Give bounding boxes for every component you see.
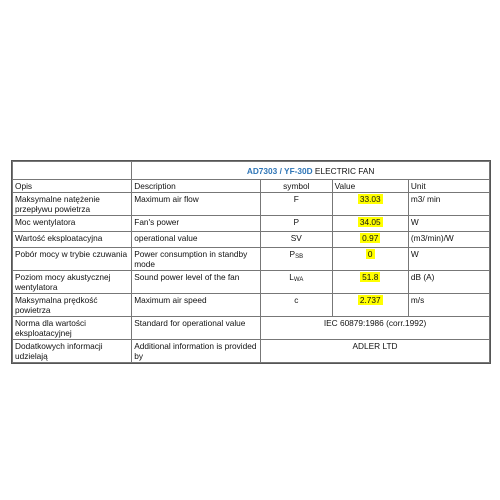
value-cell [332, 216, 408, 232]
merged-value-cell: ADLER LTD [261, 340, 490, 363]
unit-cell: dB (A) [408, 271, 489, 294]
merged-value-cell: IEC 60879:1986 (corr.1992) [261, 317, 490, 340]
title-row [13, 162, 490, 180]
value-highlight: 34.05 [359, 217, 381, 227]
table-row [13, 232, 490, 248]
symbol-text: P [293, 217, 300, 227]
header-row [13, 180, 490, 193]
opis-cell: Dodatkowych informacji udzielają [13, 340, 132, 363]
symbol-text: L [289, 272, 294, 282]
unit-cell: W [408, 248, 489, 271]
table-row-merged [13, 317, 490, 340]
opis-cell: Norma dla wartości eksploatacyjnej [13, 317, 132, 340]
value-cell [332, 248, 408, 271]
unit-cell: m3/ min [408, 193, 489, 216]
model-name: AD7303 / YF-30D [246, 166, 313, 176]
opis-cell: Maksymalne natężenie przepływu powietrza [13, 193, 132, 216]
value-highlight: 0.97 [362, 233, 379, 243]
table-row [13, 271, 490, 294]
description-cell: Standard for operational value [132, 317, 261, 340]
header-unit: Unit [408, 180, 489, 193]
symbol-text: SV [290, 233, 302, 243]
symbol-cell [261, 294, 333, 317]
symbol-cell [261, 248, 333, 271]
description-cell: Maximum air speed [132, 294, 261, 317]
description-cell: Maximum air flow [132, 193, 261, 216]
value-cell [332, 193, 408, 216]
opis-cell: Pobór mocy w trybie czuwania [13, 248, 132, 271]
header-opis: Opis [13, 180, 132, 193]
value-highlight: 51.8 [362, 272, 379, 282]
description-cell: operational value [132, 232, 261, 248]
product-name: ELECTRIC FAN [312, 166, 375, 176]
symbol-text: P [289, 249, 296, 259]
value-cell [332, 271, 408, 294]
symbol-cell [261, 271, 333, 294]
value-cell [332, 232, 408, 248]
description-cell: Sound power level of the fan [132, 271, 261, 294]
symbol-cell [261, 232, 333, 248]
unit-cell: m/s [408, 294, 489, 317]
header-symbol: symbol [261, 180, 333, 193]
header-description: Description [132, 180, 261, 193]
value-highlight: 2.737 [359, 295, 381, 305]
title-blank-cell [13, 162, 132, 180]
table-row-merged [13, 340, 490, 363]
table-row [13, 294, 490, 317]
value-highlight: 0 [367, 249, 373, 259]
symbol-cell [261, 193, 333, 216]
title-cell [132, 162, 490, 180]
unit-cell: W [408, 216, 489, 232]
unit-cell: (m3/min)/W [408, 232, 489, 248]
header-value: Value [332, 180, 408, 193]
value-cell [332, 294, 408, 317]
description-cell: Fan's power [132, 216, 261, 232]
spec-table [12, 161, 490, 363]
spec-sheet [11, 160, 491, 364]
symbol-text: c [294, 295, 299, 305]
opis-cell: Maksymalna prędkość powietrza [13, 294, 132, 317]
value-highlight: 33.03 [359, 194, 381, 204]
table-row [13, 216, 490, 232]
table-row [13, 248, 490, 271]
opis-cell: Poziom mocy akustycznej wentylatora [13, 271, 132, 294]
description-cell: Additional information is provided by [132, 340, 261, 363]
symbol-text: F [293, 194, 299, 204]
opis-cell: Wartość eksploatacyjna [13, 232, 132, 248]
description-cell: Power consumption in standby mode [132, 248, 261, 271]
symbol-cell [261, 216, 333, 232]
table-row [13, 193, 490, 216]
symbol-subscript: SB [295, 254, 304, 260]
opis-cell: Moc wentylatora [13, 216, 132, 232]
symbol-subscript: WA [293, 277, 304, 283]
